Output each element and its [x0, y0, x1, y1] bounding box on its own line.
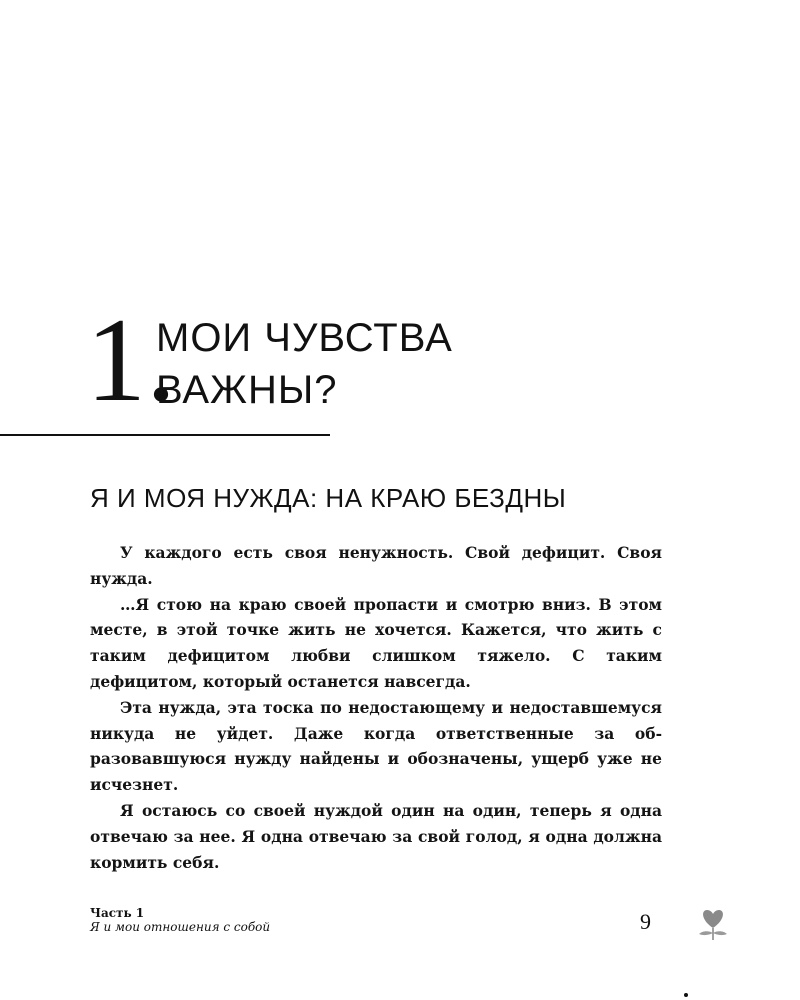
chapter-title-line-2: ВАЖНЫ? [156, 368, 338, 412]
chapter-number: 1. [86, 293, 176, 426]
paragraph-1: У каждого есть своя ненужность. Свой дефицит. Своя нужда. [90, 543, 662, 588]
heart-flower-icon [693, 902, 733, 942]
stray-mark [684, 993, 688, 997]
paragraph-2: …Я стою на краю своей пропасти и смотрю вниз. В этом месте, в этой точке жить не хочется. Кажется, что жить с таким дефицитом любви слишком тяжело. С таким дефицитом, который останется навсегда. [90, 594, 662, 691]
chapter-title-line-1: МОИ ЧУВСТВА [156, 316, 453, 360]
section-heading: Я И МОЯ НУЖДА: НА КРАЮ БЕЗДНЫ [90, 483, 567, 513]
title-divider [0, 434, 330, 436]
running-footer [90, 906, 270, 934]
paragraph-4: Я остаюсь со своей нуждой один на один, теперь я одна отвечаю за нее. Я одна отвечаю за свой голод, я одна должна кормить себя. [90, 800, 662, 872]
body-text [90, 540, 662, 875]
footer-part-label: Часть 1 [90, 906, 145, 920]
footer-part-subtitle: Я и мои отношения с собой [90, 920, 271, 934]
paragraph-3: Эта нужда, эта тоска по недостающему и недоставшемуся никуда не уйдет. Даже когда ответственные за образовавшуюся нужду найдены и обозначены, ущерб уже не исчезнет. [90, 697, 662, 795]
page-number: 9 [640, 909, 651, 934]
chapter-title [156, 312, 453, 416]
